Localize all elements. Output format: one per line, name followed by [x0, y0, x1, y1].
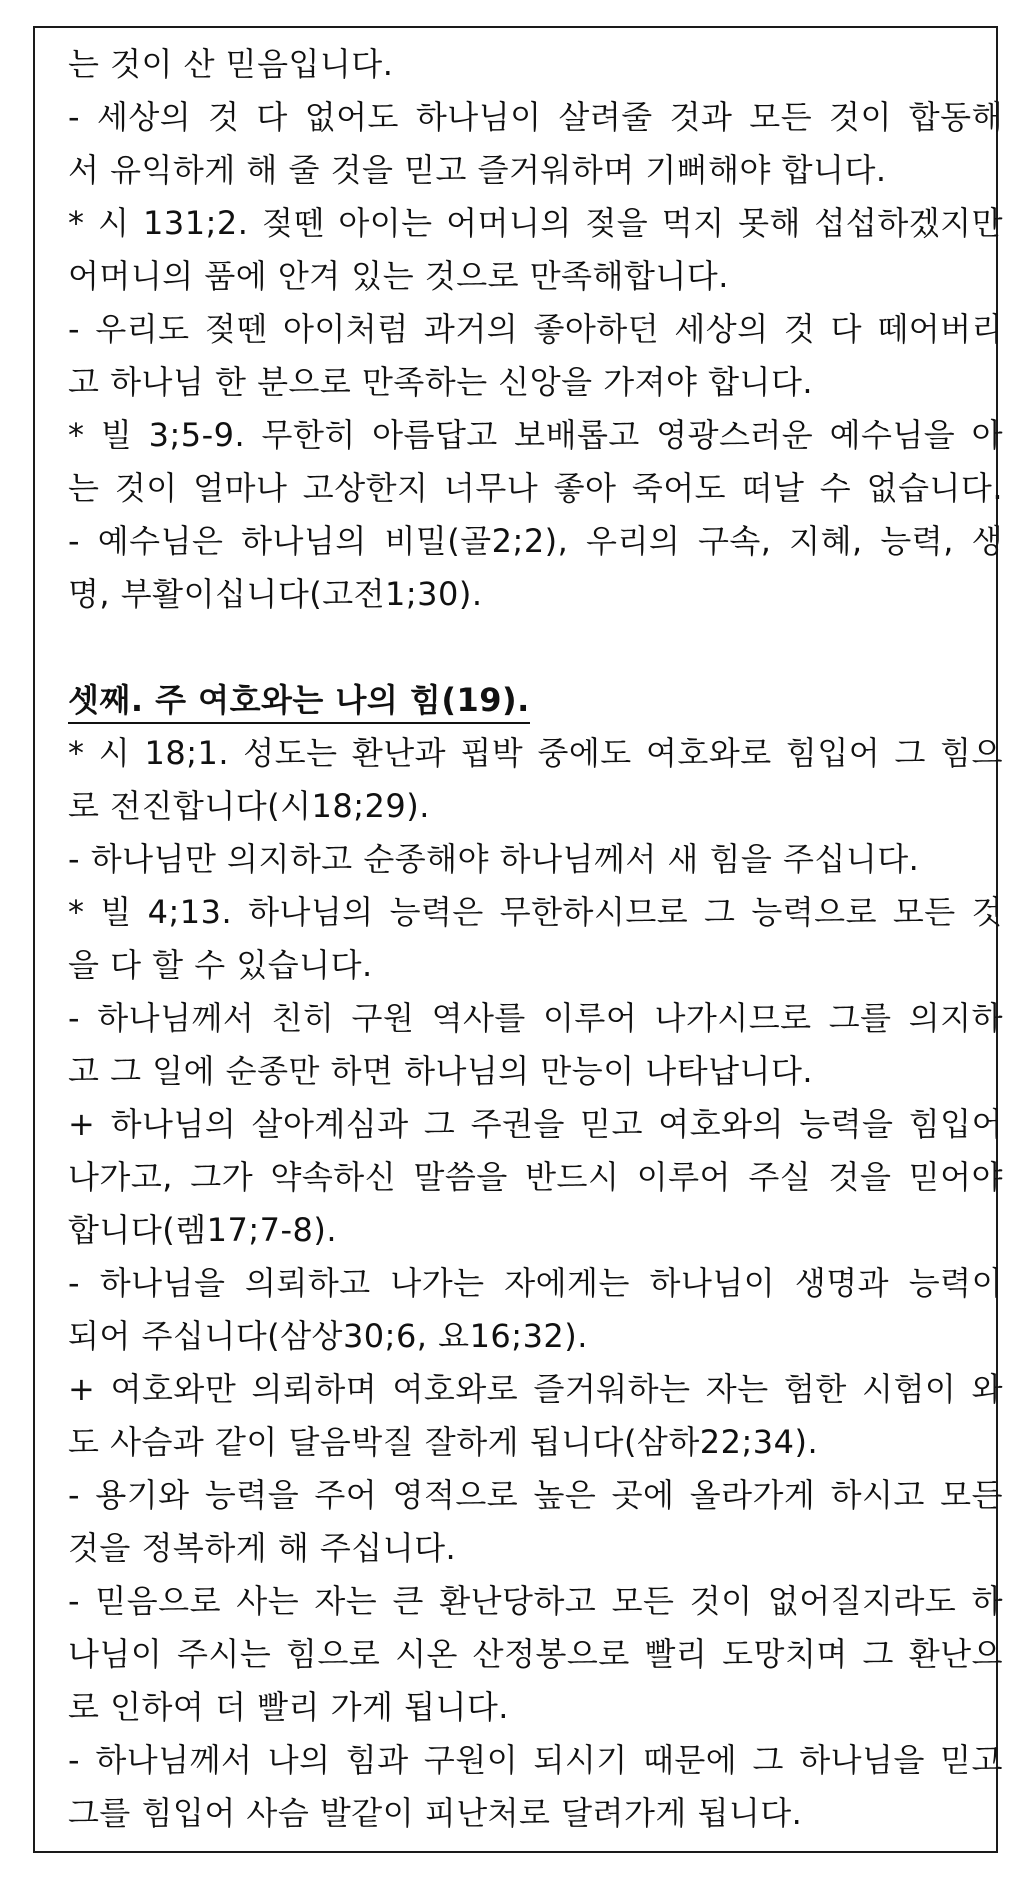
text-line: * 시 131;2. 젖뗀 아이는 어머니의 젖을 먹지 못해 섭섭하겠지만 — [68, 204, 1003, 242]
text-line: 로 인하여 더 빨리 가게 됩니다. — [68, 1688, 509, 1726]
text-line: - 예수님은 하나님의 비밀(골2;2), 우리의 구속, 지혜, 능력, 생 — [68, 522, 1003, 560]
text-line: + 여호와만 의뢰하며 여호와로 즐거워하는 자는 험한 시험이 와 — [68, 1370, 1003, 1408]
text-line: 합니다(렘17;7-8). — [68, 1211, 338, 1249]
text-line: 로 전진합니다(시18;29). — [68, 787, 430, 825]
text-line: - 우리도 젖뗀 아이처럼 과거의 좋아하던 세상의 것 다 떼어버리 — [68, 310, 1003, 348]
text-line: * 빌 4;13. 하나님의 능력은 무한하시므로 그 능력으로 모든 것 — [68, 893, 1003, 931]
text-line: * 시 18;1. 성도는 환난과 핍박 중에도 여호와로 힘입어 그 힘으 — [68, 734, 1003, 772]
text-line: 서 유익하게 해 줄 것을 믿고 즐거워하며 기뻐해야 합니다. — [68, 151, 887, 189]
text-line: - 하나님께서 친히 구원 역사를 이루어 나가시므로 그를 의지하 — [68, 999, 1003, 1037]
text-line: 는 것이 산 믿음입니다. — [68, 45, 394, 83]
text-line: 나님이 주시는 힘으로 시온 산정봉으로 빨리 도망치며 그 환난으 — [68, 1635, 1003, 1673]
sermon-text — [68, 38, 1003, 1840]
text-line: 되어 주십니다(삼상30;6, 요16;32). — [68, 1317, 588, 1355]
paragraph-gap — [68, 621, 1003, 674]
text-line: 을 다 할 수 있습니다. — [68, 946, 373, 984]
document-frame — [33, 26, 1003, 1853]
text-line: + 하나님의 살아계심과 그 주권을 믿고 여호와의 능력을 힘입어 — [68, 1105, 1003, 1143]
text-line: - 믿음으로 사는 자는 큰 환난당하고 모든 것이 없어질지라도 하 — [68, 1582, 1003, 1620]
text-line: 고 그 일에 순종만 하면 하나님의 만능이 나타납니다. — [68, 1052, 814, 1090]
text-line: 어머니의 품에 안겨 있는 것으로 만족해합니다. — [68, 257, 729, 295]
text-line: - 하나님만 의지하고 순종해야 하나님께서 새 힘을 주십니다. — [68, 840, 920, 878]
text-line: 는 것이 얼마나 고상한지 너무나 좋아 죽어도 떠날 수 없습니다. — [68, 469, 1003, 507]
text-line: 명, 부활이십니다(고전1;30). — [68, 575, 483, 613]
text-line: 고 하나님 한 분으로 만족하는 신앙을 가져야 합니다. — [68, 363, 814, 401]
text-line: - 하나님께서 나의 힘과 구원이 되시기 때문에 그 하나님을 믿고 — [68, 1741, 1003, 1779]
text-line: - 하나님을 의뢰하고 나가는 자에게는 하나님이 생명과 능력이 — [68, 1264, 1003, 1302]
text-line: - 용기와 능력을 주어 영적으로 높은 곳에 올라가게 하시고 모든 — [68, 1476, 1003, 1514]
section-heading: 셋째. 주 여호와는 나의 힘(19). — [68, 678, 530, 724]
text-line: - 세상의 것 다 없어도 하나님이 살려줄 것과 모든 것이 합동해 — [68, 98, 1003, 136]
text-line: 나가고, 그가 약속하신 말씀을 반드시 이루어 주실 것을 믿어야 — [68, 1158, 1003, 1196]
section-heading-line — [68, 674, 1003, 727]
text-line: 것을 정복하게 해 주십니다. — [68, 1529, 457, 1567]
text-line: * 빌 3;5-9. 무한히 아름답고 보배롭고 영광스러운 예수님을 아 — [68, 416, 1003, 454]
text-line: 도 사슴과 같이 달음박질 잘하게 됩니다(삼하22;34). — [68, 1423, 819, 1461]
text-line: 그를 힘입어 사슴 발같이 피난처로 달려가게 됩니다. — [68, 1794, 803, 1832]
